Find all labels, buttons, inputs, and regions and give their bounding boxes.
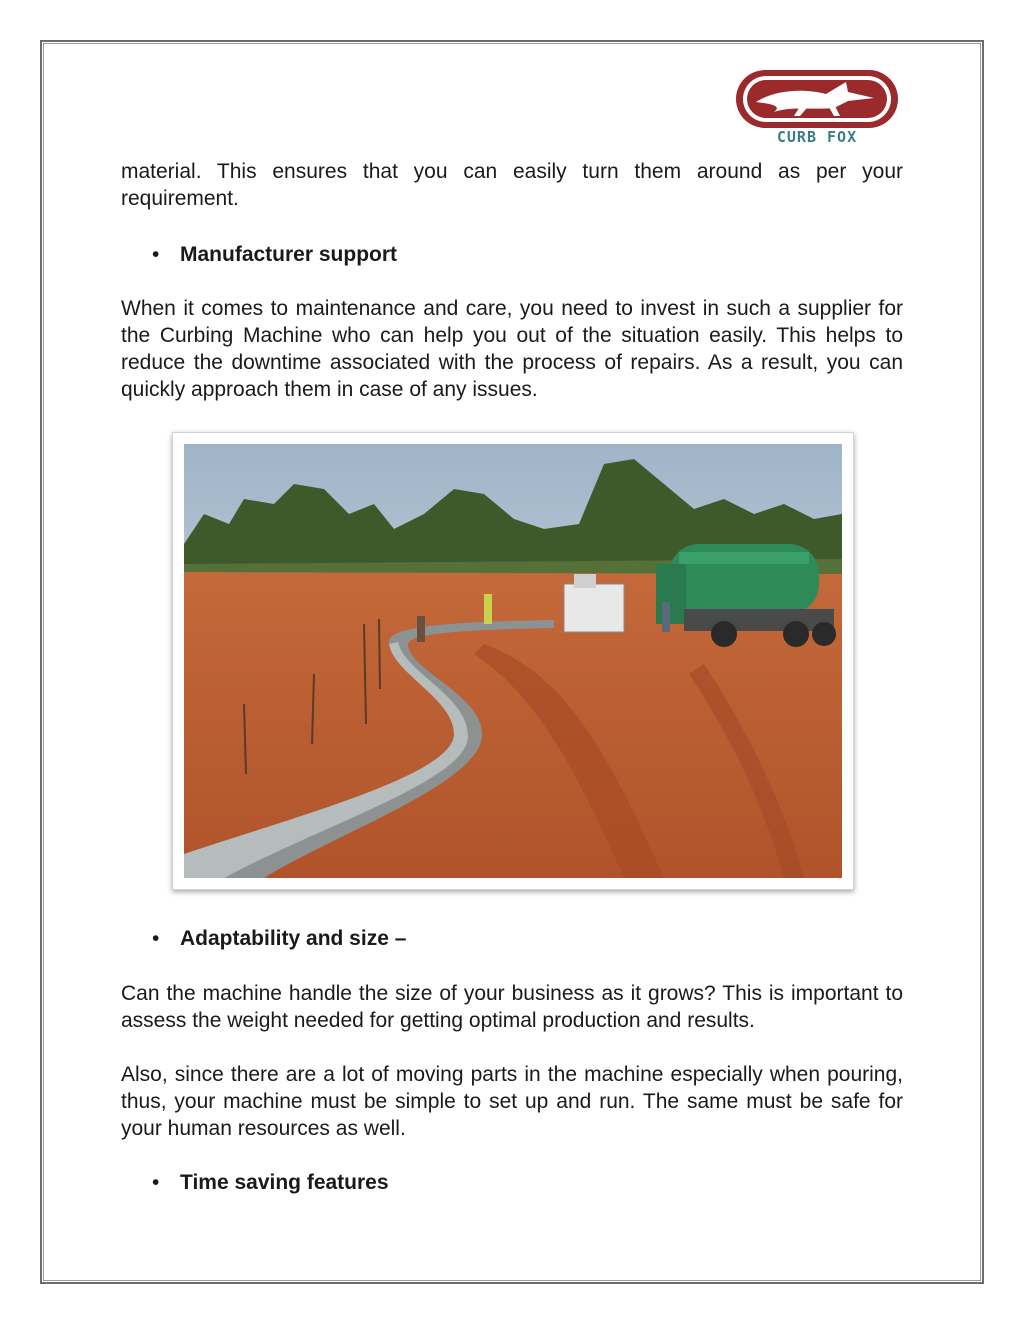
- fox-logo-icon: [734, 68, 900, 130]
- bullet-heading: Manufacturer support: [180, 243, 398, 266]
- curbing-site-photo: [172, 432, 854, 890]
- curbing-machine-photo-image: [184, 444, 842, 878]
- logo-wordmark: CURB FOX: [776, 128, 858, 146]
- bullet-dot-icon: •: [152, 927, 160, 950]
- bullet-dot-icon: •: [152, 1171, 160, 1194]
- bullet-heading: Time saving features: [180, 1171, 389, 1194]
- support-paragraph: When it comes to maintenance and care, you need to invest in such a supplier for the Curbing Machine who can help you out of the situation easily. This helps to reduce the downtime associated with the process of repairs. As a result, you can quickly approach them in case of any issues.: [121, 297, 903, 401]
- adapt-paragraph: Can the machine handle the size of your business as it grows? This is important to assess the weight needed for getting optimal production and results.: [121, 982, 903, 1032]
- bullet-manufacturer-support: [152, 241, 397, 268]
- bullet-time-saving: [152, 1169, 389, 1196]
- curb-fox-logo: [734, 68, 900, 150]
- moving-parts-paragraph: Also, since there are a lot of moving parts in the machine especially when pouring, thus, your machine must be simple to set up and run. The same must be safe for your human resources as well.: [121, 1063, 903, 1140]
- intro-paragraph: material. This ensures that you can easily turn them around as per your requirement.: [121, 160, 903, 210]
- bullet-adaptability-size: [152, 925, 406, 952]
- bullet-dot-icon: •: [152, 243, 160, 266]
- bullet-heading: Adaptability and size –: [180, 927, 407, 950]
